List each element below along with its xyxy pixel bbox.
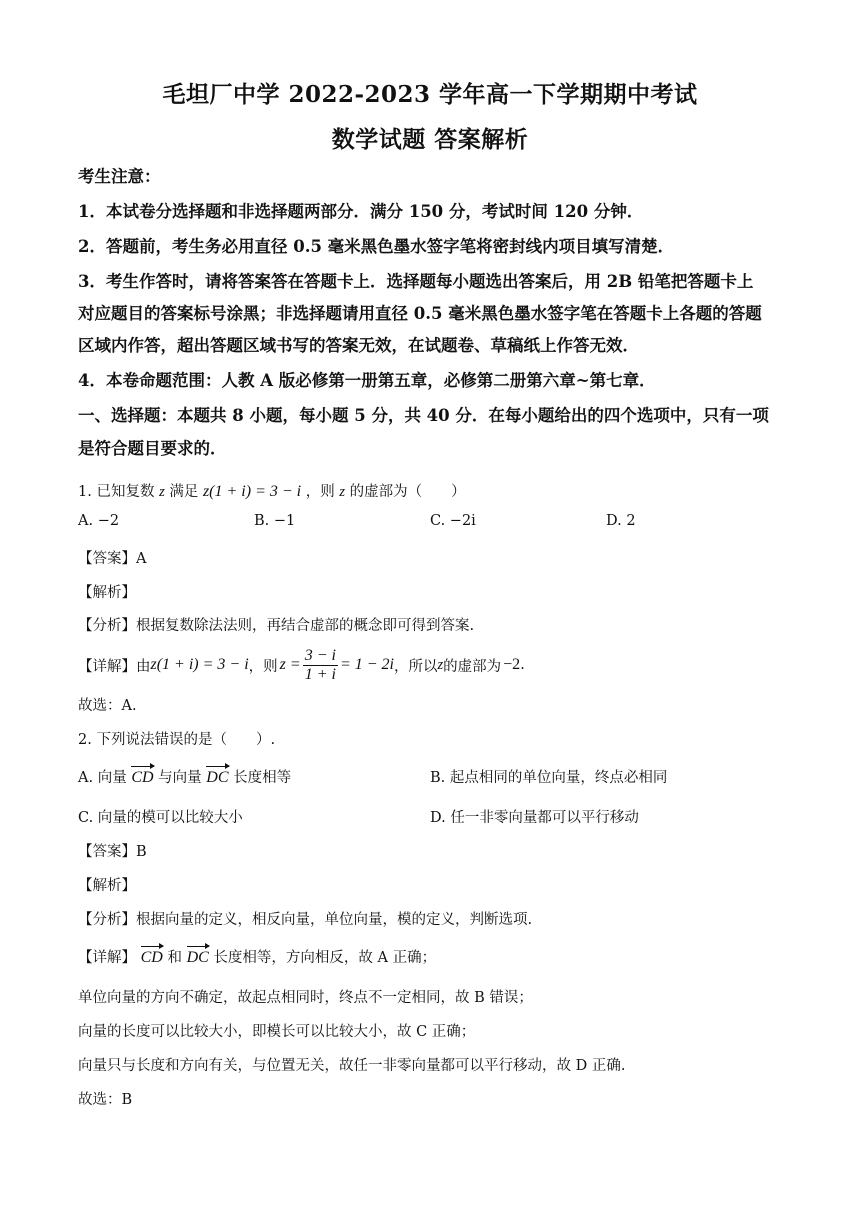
q2-detail: 【详解】 CD 和 DC 长度相等，方向相反，故 A 正确； bbox=[78, 949, 437, 966]
question-1-stem: 1. 已知复数 z 满足 z(1 + i) = 3 − i ，则 z 的虚部为（ ） bbox=[78, 483, 466, 500]
q1-option-b: B. −1 bbox=[254, 513, 296, 529]
q1-fraction: $\frac{3 - i}{1 + i}$ bbox=[304, 646, 336, 683]
q2-answer: 【答案】B bbox=[78, 844, 147, 860]
q1-option-c: C. −2i bbox=[430, 513, 476, 529]
q1-choose: 故选：A. bbox=[78, 698, 137, 714]
notice-item: 2．答题前，考生务必用直径 0.5 毫米黑色墨水签字笔将密封线内项目填写清楚． bbox=[78, 237, 675, 256]
notice-item: 对应题目的答案标号涂黑；非选择题请用直径 0.5 毫米黑色墨水签字笔在答题卡上各题的答题 bbox=[78, 304, 762, 323]
notice-item: 4．本卷命题范围：人教 A 版必修第一册第五章，必修第二册第六章~第七章． bbox=[78, 371, 656, 390]
q1-detail: 【详解】由 z(1 + i) = 3 − i ，则 z = $\frac{3 - i}{1 + i}$ = 1 − 2i ，所以 z 的虚部为 −2 . bbox=[78, 646, 525, 683]
q2-detail-c: 向量的长度可以比较大小，即模长可以比较大小，故 C 正确； bbox=[78, 1024, 476, 1040]
q1-option-d: D. 2 bbox=[606, 513, 636, 529]
q2-option-c: C. 向量的模可以比较大小 bbox=[78, 810, 243, 826]
q2-detail-b: 单位向量的方向不确定，故起点相同时，终点不一定相同，故 B 错误； bbox=[78, 990, 533, 1006]
q2-choose: 故选：B bbox=[78, 1092, 133, 1108]
q2-option-a: A. 向量 CD 与向量 DC 长度相等 bbox=[78, 769, 292, 786]
question-2-stem: 2. 下列说法错误的是（ ）. bbox=[78, 732, 276, 748]
notice-item: 区域内作答，超出答题区域书写的答案无效，在试题卷、草稿纸上作答无效． bbox=[78, 336, 639, 355]
q1-answer: 【答案】A bbox=[78, 551, 147, 567]
vector-dc: DC bbox=[186, 949, 209, 966]
notice-item: 3．考生作答时，请将答案答在答题卡上．选择题每小题选出答案后，用 2B 铅笔把答题卡上 bbox=[78, 272, 754, 291]
q1-equation: z(1 + i) = 3 − i bbox=[202, 483, 302, 500]
section-heading: 一、选择题：本题共 8 小题，每小题 5 分，共 40 分．在每小题给出的四个选项中，只有一项 bbox=[78, 406, 769, 425]
notice-heading: 考生注意： bbox=[78, 167, 161, 186]
vector-cd: CD bbox=[140, 949, 163, 966]
q2-fenxi: 【分析】根据向量的定义，相反向量，单位向量，模的定义，判断选项. bbox=[78, 912, 533, 928]
q1-option-a: A. −2 bbox=[78, 513, 120, 529]
q2-option-d: D. 任一非零向量都可以平行移动 bbox=[430, 810, 639, 826]
notice-item: 1．本试卷分选择题和非选择题两部分．满分 150 分，考试时间 120 分钟． bbox=[78, 202, 644, 221]
q1-fenxi: 【分析】根据复数除法法则，再结合虚部的概念即可得到答案. bbox=[78, 618, 475, 634]
exam-subtitle: 数学试题 答案解析 bbox=[331, 126, 529, 153]
q2-analysis-label: 【解析】 bbox=[78, 878, 136, 894]
q1-analysis-label: 【解析】 bbox=[78, 585, 136, 601]
vector-cd: CD bbox=[131, 769, 154, 786]
section-heading-cont: 是符合题目要求的． bbox=[78, 439, 227, 458]
q2-option-b: B. 起点相同的单位向量，终点必相同 bbox=[430, 770, 668, 786]
vector-dc: DC bbox=[206, 769, 229, 786]
exam-title: 毛坦厂中学 2022-2023 学年高一下学期期中考试 bbox=[162, 81, 698, 108]
q2-detail-d: 向量只与长度和方向有关，与位置无关，故任一非零向量都可以平行移动，故 D 正确. bbox=[78, 1058, 626, 1074]
